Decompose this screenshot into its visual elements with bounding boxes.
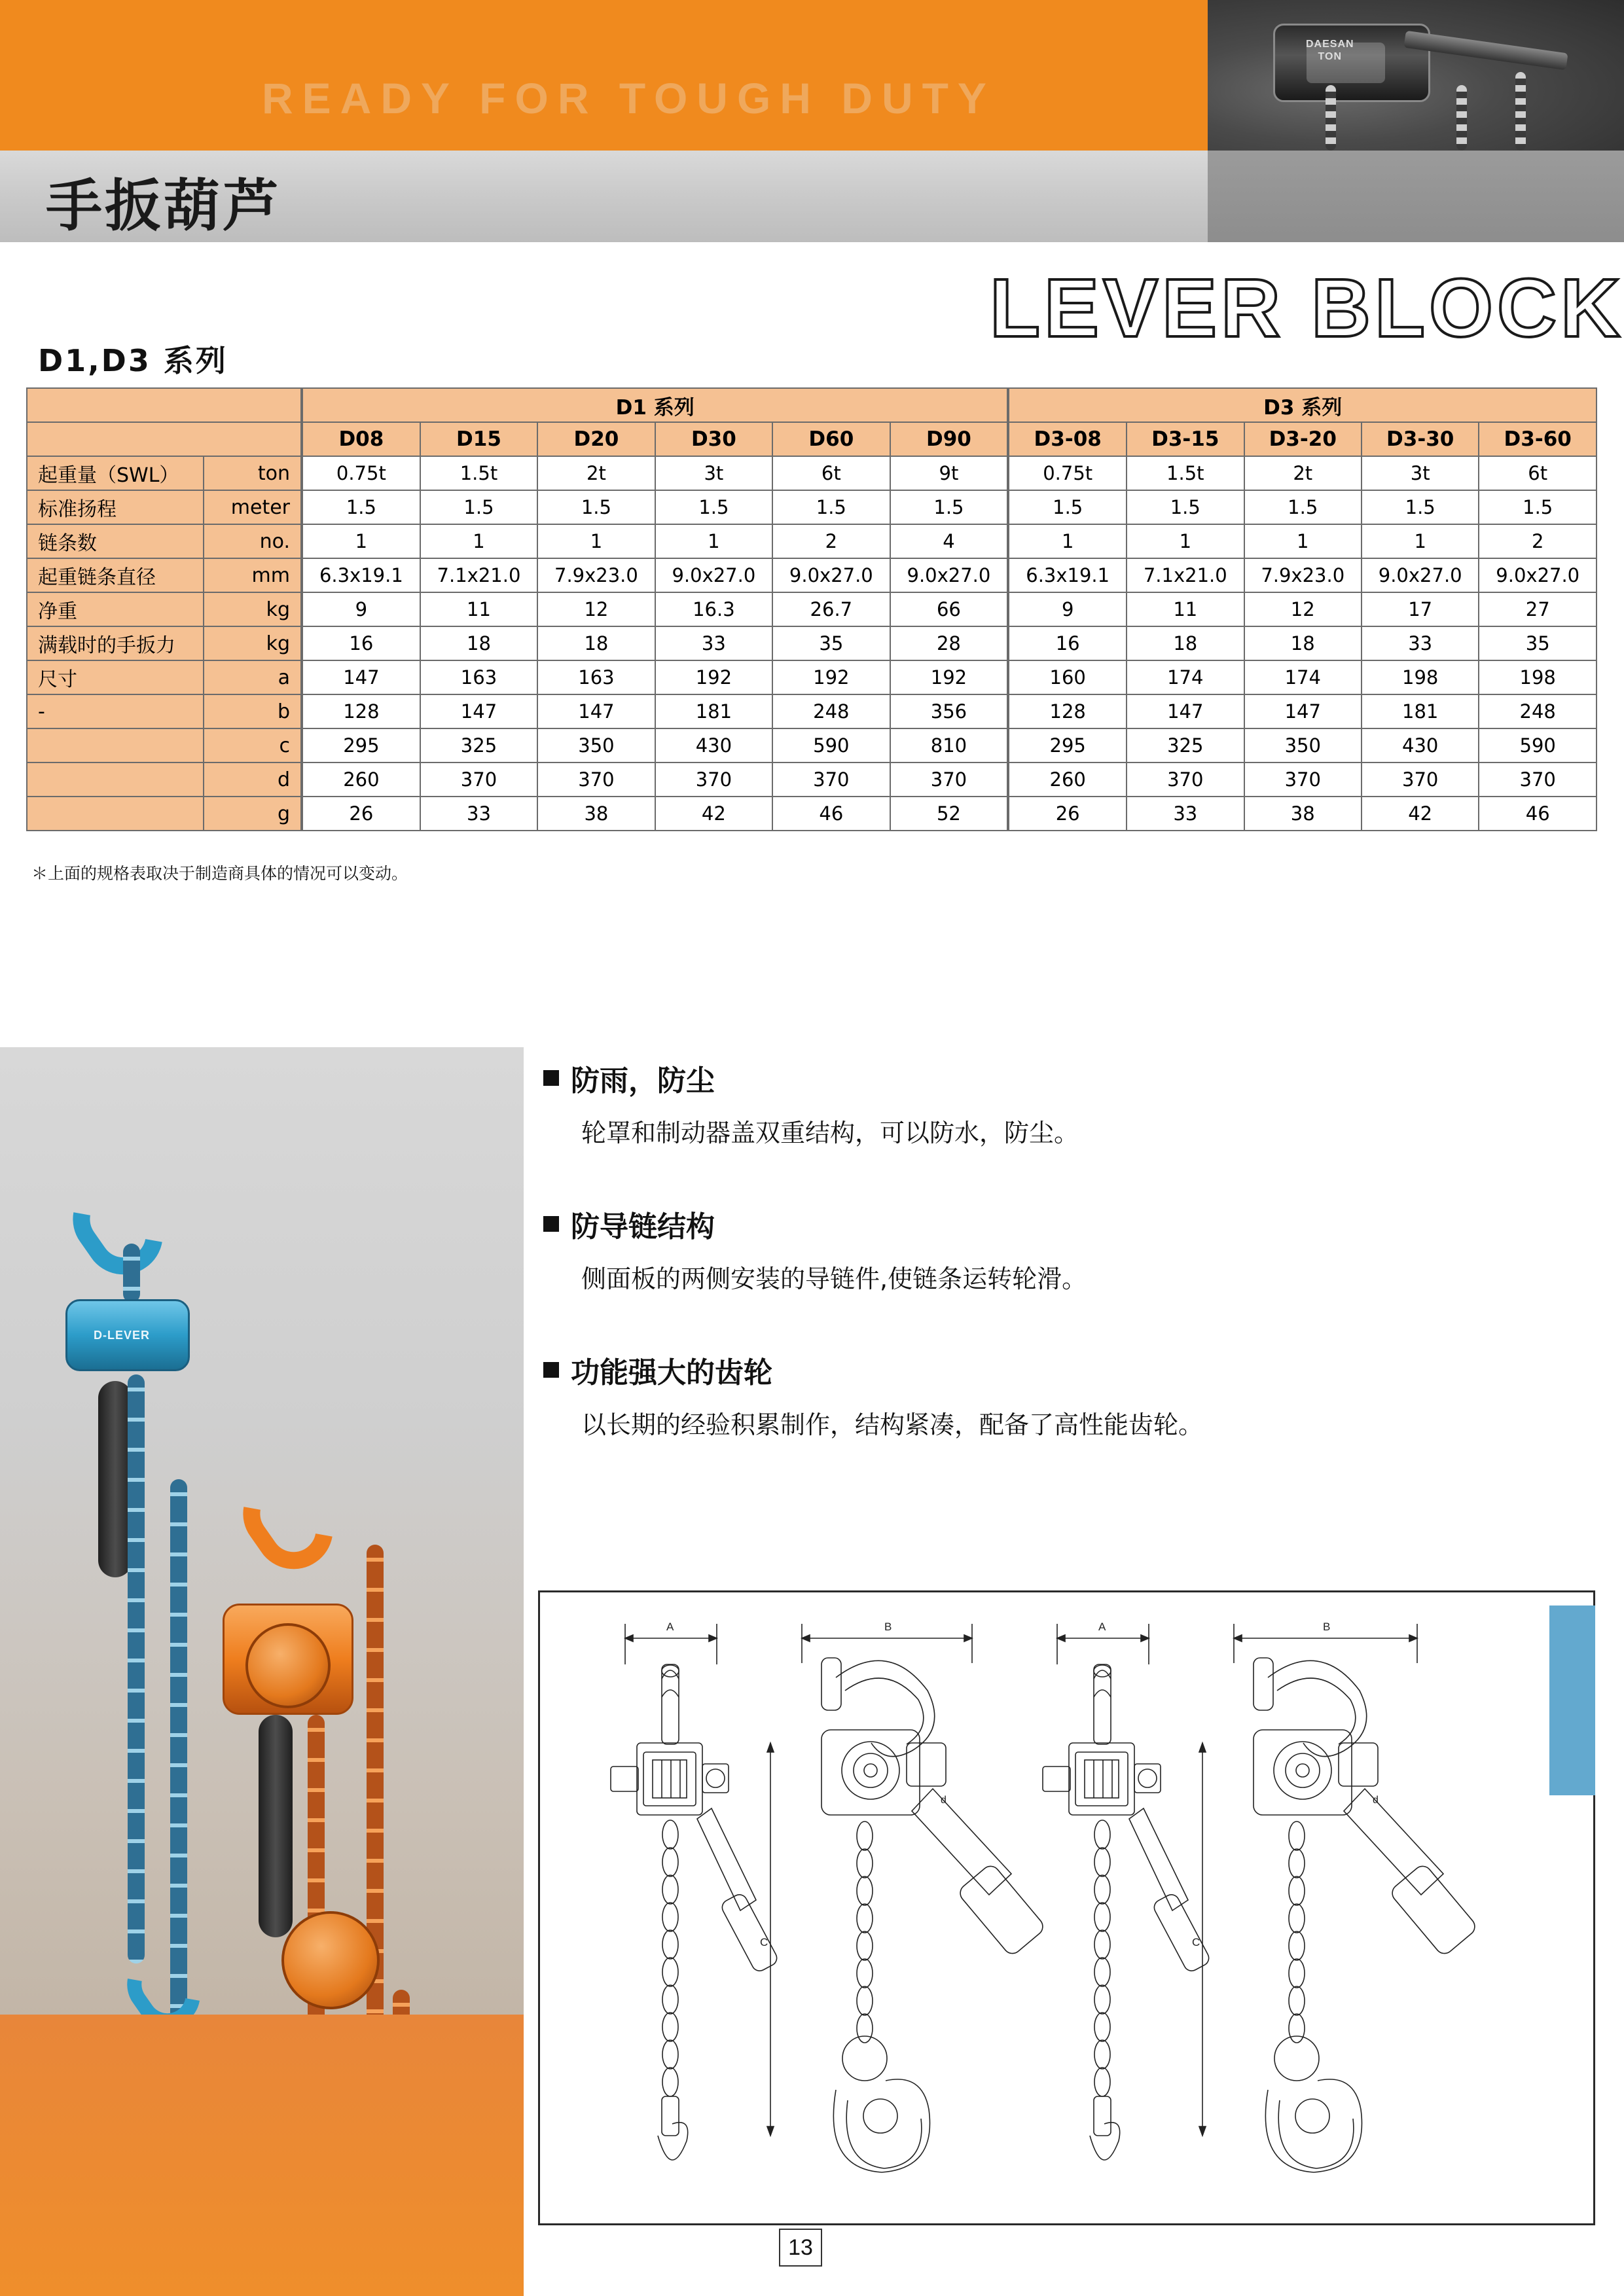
cell-d3-30: 181: [1362, 694, 1479, 728]
square-bullet-icon: [543, 1362, 559, 1378]
cell-d3-60: 248: [1479, 694, 1597, 728]
cell-d3-60: 590: [1479, 728, 1597, 762]
cell-d30: 3t: [655, 456, 772, 490]
feature-1-heading: [543, 1057, 1591, 1099]
cell-d60: 46: [772, 797, 890, 831]
table-row: [27, 797, 1597, 831]
cell-d3-20: 1.5: [1244, 490, 1362, 524]
table-corner-cell: [27, 388, 302, 422]
cell-d3-08: 295: [1008, 728, 1127, 762]
cell-d3-15: 1: [1127, 524, 1244, 558]
model-d3-15: D3-15: [1127, 422, 1244, 456]
cell-d08: 9: [302, 592, 420, 626]
feature-1-title: 防雨，防尘: [571, 1064, 715, 1098]
cell-d3-15: 174: [1127, 660, 1244, 694]
cell-d3-08: 9: [1008, 592, 1127, 626]
model-d30: D30: [655, 422, 772, 456]
cell-d08: 6.3x19.1: [302, 558, 420, 592]
cell-d15: 325: [420, 728, 537, 762]
cell-d20: 1: [537, 524, 655, 558]
feature-item-3: [543, 1349, 1591, 1444]
feature-item-2: [543, 1203, 1591, 1298]
row-unit: a: [204, 660, 302, 694]
table-row: [27, 660, 1597, 694]
cell-d15: 147: [420, 694, 537, 728]
row-label: 满载时的手扳力: [27, 626, 204, 660]
cell-d3-60: 2: [1479, 524, 1597, 558]
feature-3-title: 功能强大的齿轮: [571, 1356, 772, 1390]
cell-d30: 192: [655, 660, 772, 694]
cell-d90: 810: [890, 728, 1009, 762]
model-d08: D08: [302, 422, 420, 456]
row-label: [27, 728, 204, 762]
cell-d15: 7.1x21.0: [420, 558, 537, 592]
cell-d3-60: 27: [1479, 592, 1597, 626]
feature-1-body: 轮罩和制动器盖双重结构，可以防水，防尘。: [581, 1119, 1079, 1147]
cell-d15: 1.5t: [420, 456, 537, 490]
cell-d15: 163: [420, 660, 537, 694]
cell-d3-20: 350: [1244, 728, 1362, 762]
blue-hoist-brand-label: D-LEVER: [94, 1329, 151, 1342]
cell-d3-15: 11: [1127, 592, 1244, 626]
cell-d90: 356: [890, 694, 1009, 728]
cell-d90: 28: [890, 626, 1009, 660]
row-unit: kg: [204, 626, 302, 660]
orange-hook-top-icon: [228, 1459, 348, 1585]
cell-d60: 192: [772, 660, 890, 694]
cell-d3-08: 128: [1008, 694, 1127, 728]
cell-d20: 12: [537, 592, 655, 626]
cell-d3-15: 33: [1127, 797, 1244, 831]
cell-d3-60: 9.0x27.0: [1479, 558, 1597, 592]
cell-d3-08: 6.3x19.1: [1008, 558, 1127, 592]
table-model-row: [27, 422, 1597, 456]
cell-d08: 128: [302, 694, 420, 728]
page-number: 13: [779, 2229, 822, 2267]
cell-d3-30: 3t: [1362, 456, 1479, 490]
cell-d3-08: 16: [1008, 626, 1127, 660]
cell-d08: 295: [302, 728, 420, 762]
cell-d60: 248: [772, 694, 890, 728]
cell-d08: 1: [302, 524, 420, 558]
spec-table: [26, 387, 1597, 831]
table-row: [27, 694, 1597, 728]
cell-d3-20: 12: [1244, 592, 1362, 626]
cell-d15: 18: [420, 626, 537, 660]
cell-d3-15: 18: [1127, 626, 1244, 660]
table-row: [27, 456, 1597, 490]
table-row: [27, 728, 1597, 762]
cell-d15: 1: [420, 524, 537, 558]
row-label: 净重: [27, 592, 204, 626]
row-unit: c: [204, 728, 302, 762]
feature-2-body: 侧面板的两侧安装的导链件,使链条运转轮滑。: [581, 1265, 1087, 1293]
cell-d3-30: 1: [1362, 524, 1479, 558]
cell-d08: 147: [302, 660, 420, 694]
table-row: [27, 592, 1597, 626]
cell-d90: 4: [890, 524, 1009, 558]
cell-d3-08: 1.5: [1008, 490, 1127, 524]
cell-d15: 33: [420, 797, 537, 831]
cell-d3-60: 198: [1479, 660, 1597, 694]
row-unit: ton: [204, 456, 302, 490]
cell-d3-30: 33: [1362, 626, 1479, 660]
cell-d3-08: 0.75t: [1008, 456, 1127, 490]
table-row: [27, 762, 1597, 797]
svg-text:C: C: [760, 1936, 768, 1948]
cell-d20: 38: [537, 797, 655, 831]
group-header-d1: D1 系列: [302, 388, 1008, 422]
cell-d3-15: 1.5t: [1127, 456, 1244, 490]
cell-d60: 1.5: [772, 490, 890, 524]
cell-d15: 11: [420, 592, 537, 626]
orange-lever-handle: [259, 1715, 293, 1937]
cell-d3-08: 160: [1008, 660, 1127, 694]
cell-d30: 42: [655, 797, 772, 831]
cell-d90: 9t: [890, 456, 1009, 490]
model-d20: D20: [537, 422, 655, 456]
cell-d3-08: 260: [1008, 762, 1127, 797]
cell-d3-20: 1: [1244, 524, 1362, 558]
cell-d30: 370: [655, 762, 772, 797]
cell-d30: 1: [655, 524, 772, 558]
orange-bottom-sheave: [281, 1911, 380, 2009]
feature-3-heading: [543, 1349, 1591, 1391]
cell-d60: 9.0x27.0: [772, 558, 890, 592]
cell-d3-15: 147: [1127, 694, 1244, 728]
model-d3-30: D3-30: [1362, 422, 1479, 456]
cell-d3-60: 370: [1479, 762, 1597, 797]
cell-d3-08: 1: [1008, 524, 1127, 558]
cell-d60: 26.7: [772, 592, 890, 626]
cell-d60: 6t: [772, 456, 890, 490]
header-tagline: READY FOR TOUGH DUTY: [262, 74, 996, 122]
table-row: [27, 490, 1597, 524]
svg-text:d: d: [1373, 1795, 1379, 1806]
row-unit: meter: [204, 490, 302, 524]
svg-text:B: B: [1323, 1621, 1331, 1633]
row-unit: g: [204, 797, 302, 831]
row-label: 起重量（SWL）: [27, 456, 204, 490]
cell-d08: 26: [302, 797, 420, 831]
model-d3-20: D3-20: [1244, 422, 1362, 456]
cell-d3-15: 370: [1127, 762, 1244, 797]
table-row: [27, 524, 1597, 558]
cell-d90: 370: [890, 762, 1009, 797]
square-bullet-icon: [543, 1070, 559, 1086]
group-header-d3: D3 系列: [1008, 388, 1597, 422]
cell-d20: 370: [537, 762, 655, 797]
model-d60: D60: [772, 422, 890, 456]
blue-load-chain-1: [128, 1374, 145, 1964]
cell-d90: 52: [890, 797, 1009, 831]
model-row-label: [27, 422, 302, 456]
cell-d20: 1.5: [537, 490, 655, 524]
page-title: 手扳葫芦: [46, 173, 281, 239]
cell-d3-30: 430: [1362, 728, 1479, 762]
blue-hook-top-icon: [58, 1164, 178, 1290]
cell-d20: 350: [537, 728, 655, 762]
cell-d08: 1.5: [302, 490, 420, 524]
cell-d3-30: 198: [1362, 660, 1479, 694]
cell-d3-15: 325: [1127, 728, 1244, 762]
title-gray-band-right: [1208, 151, 1624, 242]
cell-d3-60: 6t: [1479, 456, 1597, 490]
row-label: 链条数: [27, 524, 204, 558]
product-name-outline: LEVER BLOCK: [989, 262, 1624, 354]
svg-text:B: B: [884, 1621, 892, 1633]
cell-d3-60: 1.5: [1479, 490, 1597, 524]
cell-d30: 181: [655, 694, 772, 728]
svg-text:A: A: [1098, 1621, 1106, 1633]
blue-hoist-body: [65, 1299, 190, 1371]
square-bullet-icon: [543, 1216, 559, 1232]
cell-d3-15: 1.5: [1127, 490, 1244, 524]
cell-d3-20: 174: [1244, 660, 1362, 694]
header-photo-chain-left: [1326, 85, 1336, 151]
cell-d3-20: 370: [1244, 762, 1362, 797]
cell-d3-20: 7.9x23.0: [1244, 558, 1362, 592]
cell-d20: 2t: [537, 456, 655, 490]
cell-d60: 2: [772, 524, 890, 558]
feature-item-1: [543, 1057, 1591, 1152]
row-unit: mm: [204, 558, 302, 592]
header-product-photo: [1208, 0, 1624, 151]
cell-d20: 7.9x23.0: [537, 558, 655, 592]
cell-d3-08: 26: [1008, 797, 1127, 831]
header-photo-chain-right: [1456, 85, 1467, 151]
cell-d20: 147: [537, 694, 655, 728]
cell-d90: 66: [890, 592, 1009, 626]
row-unit: d: [204, 762, 302, 797]
photo-panel-orange-strip: [0, 2015, 524, 2296]
row-label: 标准扬程: [27, 490, 204, 524]
cell-d3-30: 17: [1362, 592, 1479, 626]
svg-text:A: A: [666, 1621, 674, 1633]
model-d3-60: D3-60: [1479, 422, 1597, 456]
cell-d20: 163: [537, 660, 655, 694]
model-d15: D15: [420, 422, 537, 456]
row-unit: b: [204, 694, 302, 728]
row-label: [27, 797, 204, 831]
table-group-header-row: [27, 388, 1597, 422]
cell-d08: 260: [302, 762, 420, 797]
cell-d3-20: 147: [1244, 694, 1362, 728]
features-list: [543, 1057, 1591, 1495]
cell-d3-30: 9.0x27.0: [1362, 558, 1479, 592]
cell-d90: 1.5: [890, 490, 1009, 524]
cell-d3-20: 38: [1244, 797, 1362, 831]
spec-table-container: [26, 387, 1597, 831]
table-row: [27, 626, 1597, 660]
cell-d90: 192: [890, 660, 1009, 694]
cell-d3-20: 18: [1244, 626, 1362, 660]
cell-d20: 18: [537, 626, 655, 660]
feature-2-heading: [543, 1203, 1591, 1245]
table-note: ＊上面的规格表取决于制造商具体的情况可以变动。: [31, 864, 408, 883]
header-photo-chain-far: [1515, 72, 1526, 151]
cell-d3-30: 1.5: [1362, 490, 1479, 524]
cell-d08: 0.75t: [302, 456, 420, 490]
cell-d30: 1.5: [655, 490, 772, 524]
header-photo-logo: DAESAN TON: [1306, 39, 1354, 63]
cell-d30: 33: [655, 626, 772, 660]
cell-d3-20: 2t: [1244, 456, 1362, 490]
cell-d30: 430: [655, 728, 772, 762]
technical-drawing-svg: [540, 1592, 1593, 2223]
cell-d08: 16: [302, 626, 420, 660]
cell-d90: 9.0x27.0: [890, 558, 1009, 592]
cell-d3-60: 46: [1479, 797, 1597, 831]
orange-hoist-wheel: [245, 1623, 331, 1708]
cell-d30: 16.3: [655, 592, 772, 626]
svg-text:C: C: [1192, 1936, 1200, 1948]
product-photo-panel: [0, 1047, 524, 2296]
cell-d15: 370: [420, 762, 537, 797]
row-label: [27, 762, 204, 797]
cell-d30: 9.0x27.0: [655, 558, 772, 592]
model-d3-08: D3-08: [1008, 422, 1127, 456]
table-row: [27, 558, 1597, 592]
feature-3-body: 以长期的经验积累制作，结构紧凑，配备了高性能齿轮。: [581, 1410, 1204, 1439]
feature-2-title: 防导链结构: [571, 1210, 715, 1244]
cell-d60: 590: [772, 728, 890, 762]
row-unit: no.: [204, 524, 302, 558]
row-label: -: [27, 694, 204, 728]
svg-text:d: d: [941, 1795, 947, 1806]
spec-table-body: [27, 456, 1597, 831]
blue-chain-top: [123, 1244, 140, 1302]
cell-d3-15: 7.1x21.0: [1127, 558, 1244, 592]
cell-d3-60: 35: [1479, 626, 1597, 660]
cell-d60: 35: [772, 626, 890, 660]
model-d90: D90: [890, 422, 1009, 456]
cell-d15: 1.5: [420, 490, 537, 524]
row-label: 起重链条直径: [27, 558, 204, 592]
cell-d60: 370: [772, 762, 890, 797]
cell-d3-30: 42: [1362, 797, 1479, 831]
cell-d3-30: 370: [1362, 762, 1479, 797]
row-label: 尺寸: [27, 660, 204, 694]
row-unit: kg: [204, 592, 302, 626]
series-title: D1,D3 系列: [38, 343, 228, 378]
technical-drawing-panel: [538, 1590, 1595, 2225]
